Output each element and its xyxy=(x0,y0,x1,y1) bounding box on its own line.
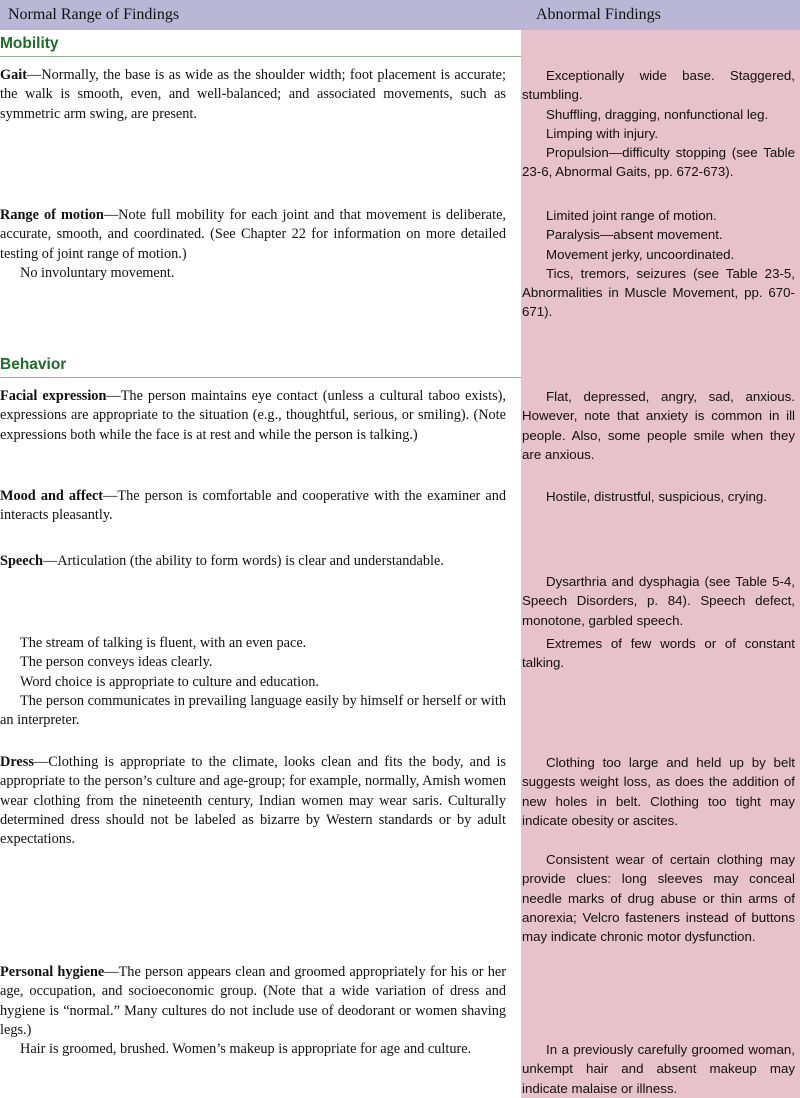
mood-affect-normal-text: —The person is comfortable and cooperative with the examiner and interacts pleasantly. xyxy=(0,488,506,524)
rom-abnormal-4: Tics, tremors, seizures (see Table 23-5, Abnormalities in Muscle Movement, pp. 670-671). xyxy=(522,265,795,320)
dress-normal-text: —Clothing is appropriate to the climate, looks clean and fits the body, and is appropriate to the person’s culture and age-group; for example, normally, Amish women wear clothing from the nineteenth century, Indian women may wear saris. Culturally determined dress should not be labeled as bizarre by Western standards or by adult expectations. xyxy=(0,754,506,848)
facial-expression-abnormal-text: Flat, depressed, angry, sad, anxious. However, note that anxiety is common in ill people. Also, some people smile when they are anxious. xyxy=(522,389,795,462)
section-rule-behavior xyxy=(0,377,521,378)
normal-column-header: Normal Range of Findings xyxy=(8,6,180,23)
mood-affect-abnormal-text: Hostile, distrustful, suspicious, crying. xyxy=(546,489,767,504)
gait-normal xyxy=(0,66,506,124)
rom-abnormal-2: Paralysis—absent movement. xyxy=(546,227,723,243)
section-rule-mobility xyxy=(0,56,521,57)
hygiene-normal-text: —The person appears clean and groomed appropriately for his or her age, occupation, and socioeconomic group. (Note that a wide variation of dress and hygiene is “normal.” Many cultures do not include use of deodorant or women shaving legs.) xyxy=(0,964,506,1038)
hygiene-term: Personal hygiene xyxy=(0,964,105,980)
speech-normal-line-3: Word choice is appropriate to culture and education. xyxy=(20,673,319,690)
speech-abnormal-text: Dysarthria and dysphagia (see Table 5-4, Speech Disorders, p. 84). Speech defect, monotone, garbled speech. xyxy=(522,574,795,628)
hygiene-normal xyxy=(0,963,506,1059)
dress-abnormal-2 xyxy=(522,850,795,946)
speech-stream-abnormal xyxy=(522,634,795,673)
hygiene-normal-2: Hair is groomed, brushed. Women’s makeup is appropriate for age and culture. xyxy=(20,1041,472,1058)
speech-abnormal-2-text: Extremes of few words or of constant talking. xyxy=(522,636,795,671)
rom-abnormal-1: Limited joint range of motion. xyxy=(546,208,717,223)
speech-normal xyxy=(0,552,506,571)
dress-abnormal-text: Clothing too large and held up by belt suggests weight loss, as does the addition of new holes in belt. Clothing too tight may indicate obesity or ascites. xyxy=(522,755,795,828)
facial-expression-normal xyxy=(0,387,506,445)
facial-expression-normal-text: —The person maintains eye contact (unless a cultural taboo exists), expressions are appropriate to the situation (e.g., thoughtful, serious, or smiling). (Note expressions both while the face is at rest and while the person is talking.) xyxy=(0,388,506,443)
mood-affect-term: Mood and affect xyxy=(0,488,104,504)
range-of-motion-abnormal xyxy=(522,206,795,322)
gait-abnormal-1: Exceptionally wide base. Staggered, stumbling. xyxy=(522,68,795,103)
dress-term: Dress xyxy=(0,754,34,770)
gait-normal-text: —Normally, the base is as wide as the shoulder width; foot placement is accurate; the walk is smooth, even, and well-balanced; and associated movements, such as symmetric arm swing, are present. xyxy=(0,67,506,122)
dress-abnormal xyxy=(522,753,795,830)
speech-term: Speech xyxy=(0,553,43,569)
gait-abnormal-4: Propulsion—difficulty stopping (see Table 23-6, Abnormal Gaits, pp. 672-673). xyxy=(522,145,795,180)
section-heading-mobility: Mobility xyxy=(0,35,59,52)
speech-normal-line-4: The person communicates in prevailing language easily by himself or herself or with an interpreter. xyxy=(0,692,506,729)
facial-expression-abnormal xyxy=(522,387,795,464)
speech-stream-normal xyxy=(0,634,506,730)
gait-abnormal-3: Limping with injury. xyxy=(546,125,659,141)
gait-term: Gait xyxy=(0,67,28,83)
range-of-motion-normal-2: No involuntary movement. xyxy=(20,264,175,281)
section-heading-behavior: Behavior xyxy=(0,356,67,373)
gait-abnormal xyxy=(522,66,795,182)
speech-abnormal xyxy=(522,572,795,630)
rom-abnormal-3: Movement jerky, uncoordinated. xyxy=(546,246,735,262)
facial-expression-term: Facial expression xyxy=(0,388,107,404)
dress-normal xyxy=(0,753,506,849)
hygiene-abnormal-text: In a previously carefully groomed woman, unkempt hair and absent makeup may indicate malaise or illness. xyxy=(522,1042,795,1096)
dress-abnormal-2-text: Consistent wear of certain clothing may provide clues: long sleeves may conceal needle marks of drug abuse or thin arms of anorexia; Velcro fasteners instead of buttons may indicate chronic motor dysfunction. xyxy=(522,852,795,945)
range-of-motion-term: Range of motion xyxy=(0,207,104,223)
speech-normal-text: —Articulation (the ability to form words) is clear and understandable. xyxy=(42,553,444,569)
speech-normal-line-2: The person conveys ideas clearly. xyxy=(20,654,213,671)
table-header xyxy=(0,0,800,30)
gait-abnormal-2: Shuffling, dragging, nonfunctional leg. xyxy=(546,106,769,122)
abnormal-column-header: Abnormal Findings xyxy=(536,6,661,23)
mood-affect-abnormal xyxy=(522,487,795,506)
mood-affect-normal xyxy=(0,487,506,526)
range-of-motion-normal xyxy=(0,206,506,283)
hygiene-abnormal xyxy=(522,1040,795,1098)
speech-normal-line-1: The stream of talking is fluent, with an even pace. xyxy=(20,635,307,651)
range-of-motion-normal-text: —Note full mobility for each joint and that movement is deliberate, accurate, smooth, and coordinated. (See Chapter 22 for information on more detailed testing of joint range of motion.) xyxy=(0,207,506,262)
